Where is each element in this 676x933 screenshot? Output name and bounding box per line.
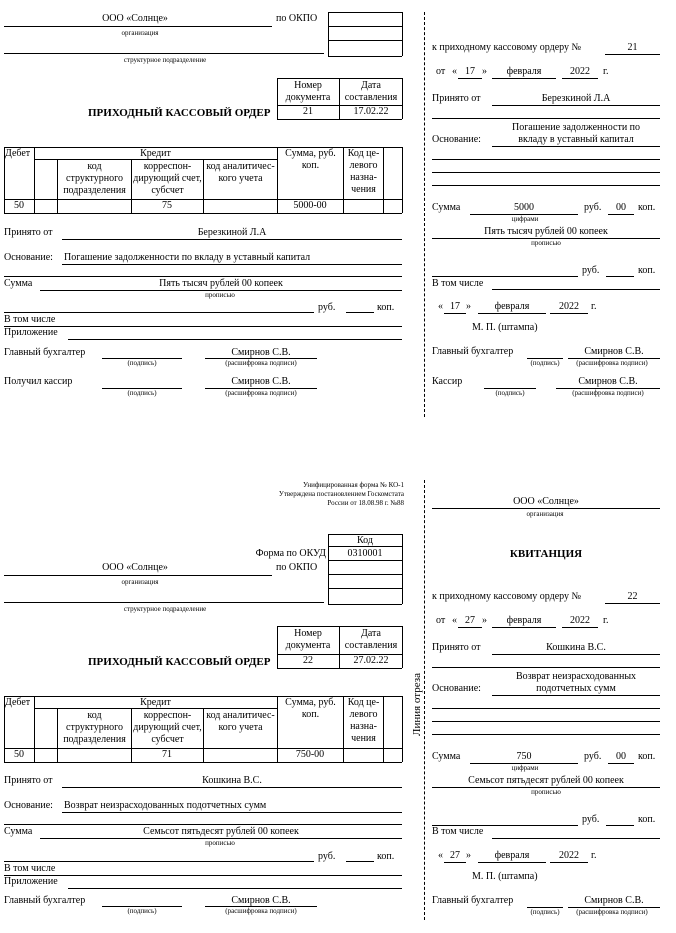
credit-header: Кредит <box>140 697 171 708</box>
g-label: г. <box>603 66 609 77</box>
basis: Погашение задолженности по вкладу в уставный капитал <box>64 252 311 263</box>
cashier-name: Смирнов С.В. <box>578 376 638 387</box>
okpo-label: по ОКПО <box>276 13 318 24</box>
to-order-label: к приходному кассовому ордеру № <box>432 42 582 53</box>
doc-number-header: Номер документа <box>285 628 331 651</box>
sum-value: 750-00 <box>295 749 325 760</box>
corr-account-value: 71 <box>162 749 172 760</box>
unified-form-line-1: Унифицированная форма № КО-1 <box>303 481 404 489</box>
accepted-from: Березкиной Л.А <box>197 227 267 238</box>
unified-form-line-3: России от 18.08.98 г. №88 <box>327 499 404 507</box>
corr-account-header: корреспон- дирующий счет, субсчет <box>133 161 202 196</box>
words-caption: прописью <box>531 239 561 247</box>
okud-code: 0310001 <box>347 548 383 559</box>
rub-label: руб. <box>584 751 602 762</box>
purpose-code-header: Код це- левого назна- чения <box>347 697 380 744</box>
basis-label: Основание: <box>432 683 481 694</box>
basis-line-1: Погашение задолженности по <box>511 122 641 133</box>
order-number: 22 <box>627 591 638 602</box>
year: 2022 <box>570 615 590 626</box>
g-label: г. <box>603 615 609 626</box>
sum-label: Сумма <box>4 278 33 289</box>
basis-label: Основание: <box>4 252 53 263</box>
day: 27 <box>465 615 475 626</box>
doc-number: 21 <box>303 106 313 117</box>
date2-day: 17 <box>450 301 460 312</box>
attachment-label: Приложение <box>4 876 58 887</box>
org-name: ООО «Солнце» <box>102 13 168 24</box>
rub-label: руб. <box>318 851 336 862</box>
code-subdiv-header: код структурного подразделения <box>63 710 126 745</box>
sum-value: 5000-00 <box>293 200 327 211</box>
org-caption: организация <box>526 510 564 518</box>
cashier-name: Смирнов С.В. <box>231 376 291 387</box>
sum-label: Сумма <box>432 202 461 213</box>
rub-label: руб. <box>318 302 336 313</box>
chief-accountant-label: Главный бухгалтер <box>4 895 86 906</box>
kop-value: 00 <box>616 751 626 762</box>
debit-header: Дебет <box>5 697 31 708</box>
sum-words: Семьсот пятьдесят рублей 00 копеек <box>143 826 299 837</box>
date2-year: 2022 <box>559 850 579 861</box>
purpose-code-header: Код це- левого назна- чения <box>347 148 380 195</box>
signature-caption: (подпись) <box>127 389 157 397</box>
from-label: от <box>436 615 446 626</box>
credit-header: Кредит <box>140 148 171 159</box>
basis: Возврат неизрасходованных подотчетных сумм <box>64 800 267 811</box>
debit-header: Дебет <box>5 148 31 159</box>
basis-label: Основание: <box>432 134 481 145</box>
rub-label: руб. <box>582 814 600 825</box>
kop-value: 00 <box>616 202 626 213</box>
accepted-from-label: Принято от <box>4 227 53 238</box>
basis-line-2: вкладу в уставный капитал <box>518 134 634 145</box>
kop-label: коп. <box>377 851 395 862</box>
decode-caption: (расшифровка подписи) <box>576 908 648 916</box>
cut-line-top <box>424 12 425 417</box>
accepted-from-label: Принято от <box>4 775 53 786</box>
words-caption: прописью <box>205 291 235 299</box>
kop-label: коп. <box>638 751 656 762</box>
accepted-from: Кошкина В.С. <box>202 775 262 786</box>
doc-number: 22 <box>303 655 313 666</box>
sum-header: Сумма, руб. коп. <box>285 697 336 720</box>
org-caption: организация <box>121 29 159 37</box>
accepted-from: Кошкина В.С. <box>546 642 606 653</box>
signature-caption: (подпись) <box>530 908 560 916</box>
including-label: В том числе <box>4 863 56 874</box>
signature-caption: (подпись) <box>127 907 157 915</box>
subdiv-caption: структурное подразделение <box>123 605 207 613</box>
date2-year: 2022 <box>559 301 579 312</box>
receipt-title: КВИТАНЦИЯ <box>509 548 583 560</box>
from-label: от <box>436 66 446 77</box>
sum-label: Сумма <box>4 826 33 837</box>
sum-words: Пять тысяч рублей 00 копеек <box>159 278 283 289</box>
sum-header: Сумма, руб. коп. <box>285 148 336 171</box>
code-subdiv-header: код структурного подразделения <box>63 161 126 196</box>
chief-accountant-name: Смирнов С.В. <box>231 347 291 358</box>
accepted-from: Березкиной Л.А <box>541 93 611 104</box>
year: 2022 <box>570 66 590 77</box>
unified-form-line-2: Утверждена постановлением Госкомстата <box>278 490 404 498</box>
decode-caption: (расшифровка подписи) <box>572 389 644 397</box>
month: февраля <box>506 66 542 77</box>
day: 17 <box>465 66 475 77</box>
cashier-label: Получил кассир <box>4 376 73 387</box>
rub-label: руб. <box>582 265 600 276</box>
including-label: В том числе <box>432 826 484 837</box>
words-caption: прописью <box>531 788 561 796</box>
doc-title: ПРИХОДНЫЙ КАССОВЫЙ ОРДЕР <box>88 107 271 119</box>
rub-label: руб. <box>584 202 602 213</box>
sum-number: 750 <box>516 751 532 762</box>
date2-month: февраля <box>494 850 530 861</box>
signature-caption: (подпись) <box>495 389 525 397</box>
code-analytic-header: код аналитичес- кого учета <box>206 710 275 733</box>
stamp-label: М. П. (штампа) <box>472 322 538 333</box>
words-caption: прописью <box>205 839 235 847</box>
decode-caption: (расшифровка подписи) <box>576 359 648 367</box>
org-name: ООО «Солнце» <box>513 496 579 507</box>
code-analytic-header: код аналитичес- кого учета <box>206 161 275 184</box>
org-name: ООО «Солнце» <box>102 562 168 573</box>
month: февраля <box>506 615 542 626</box>
doc-title: ПРИХОДНЫЙ КАССОВЫЙ ОРДЕР <box>88 656 271 668</box>
doc-number-header: Номер документа <box>285 80 331 103</box>
org-caption: организация <box>121 578 159 586</box>
g-label: г. <box>591 301 597 312</box>
date-header: Дата составления <box>344 628 398 651</box>
signature-caption: (подпись) <box>530 359 560 367</box>
subdiv-caption: структурное подразделение <box>123 56 207 64</box>
including-label: В том числе <box>432 278 484 289</box>
date-header: Дата составления <box>344 80 398 103</box>
cut-line-bottom <box>424 480 425 920</box>
chief-accountant-label: Главный бухгалтер <box>432 895 514 906</box>
date2-day: 27 <box>450 850 460 861</box>
stamp-label: М. П. (штампа) <box>472 871 538 882</box>
decode-caption: (расшифровка подписи) <box>225 389 297 397</box>
okpo-label: по ОКПО <box>276 562 318 573</box>
basis-line-1: Возврат неизрасходованных <box>515 671 637 682</box>
digits-caption: цифрами <box>511 764 539 772</box>
cut-line-label: Линия отреза <box>411 673 423 736</box>
sum-label: Сумма <box>432 751 461 762</box>
okud-label: Форма по ОКУД <box>255 548 326 559</box>
accepted-from-label: Принято от <box>432 93 481 104</box>
signature-caption: (подпись) <box>127 359 157 367</box>
including-label: В том числе <box>4 314 56 325</box>
to-order-label: к приходному кассовому ордеру № <box>432 591 582 602</box>
decode-caption: (расшифровка подписи) <box>225 359 297 367</box>
date2-month: февраля <box>494 301 530 312</box>
chief-accountant-name: Смирнов С.В. <box>231 895 291 906</box>
chief-accountant-label: Главный бухгалтер <box>4 347 86 358</box>
sum-words: Пять тысяч рублей 00 копеек <box>484 226 608 237</box>
decode-caption: (расшифровка подписи) <box>225 907 297 915</box>
sum-number: 5000 <box>514 202 534 213</box>
kop-label: коп. <box>377 302 395 313</box>
chief-accountant-name: Смирнов С.В. <box>584 895 644 906</box>
debit-value: 50 <box>14 200 24 211</box>
code-header: Код <box>357 535 373 546</box>
sum-words: Семьсот пятьдесят рублей 00 копеек <box>468 775 624 786</box>
corr-account-value: 75 <box>162 200 172 211</box>
cashier-label: Кассир <box>432 376 463 387</box>
kop-label: коп. <box>638 814 656 825</box>
digits-caption: цифрами <box>511 215 539 223</box>
order-number: 21 <box>627 42 638 53</box>
basis-line-2: подотчетных сумм <box>536 683 616 694</box>
basis-label: Основание: <box>4 800 53 811</box>
g-label: г. <box>591 850 597 861</box>
chief-accountant-label: Главный бухгалтер <box>432 346 514 357</box>
accepted-from-label: Принято от <box>432 642 481 653</box>
debit-value: 50 <box>14 749 24 760</box>
chief-accountant-name: Смирнов С.В. <box>584 346 644 357</box>
doc-date: 27.02.22 <box>353 655 389 666</box>
kop-label: коп. <box>638 202 656 213</box>
kop-label: коп. <box>638 265 656 276</box>
attachment-label: Приложение <box>4 327 58 338</box>
doc-date: 17.02.22 <box>353 106 389 117</box>
corr-account-header: корреспон- дирующий счет, субсчет <box>133 710 202 745</box>
